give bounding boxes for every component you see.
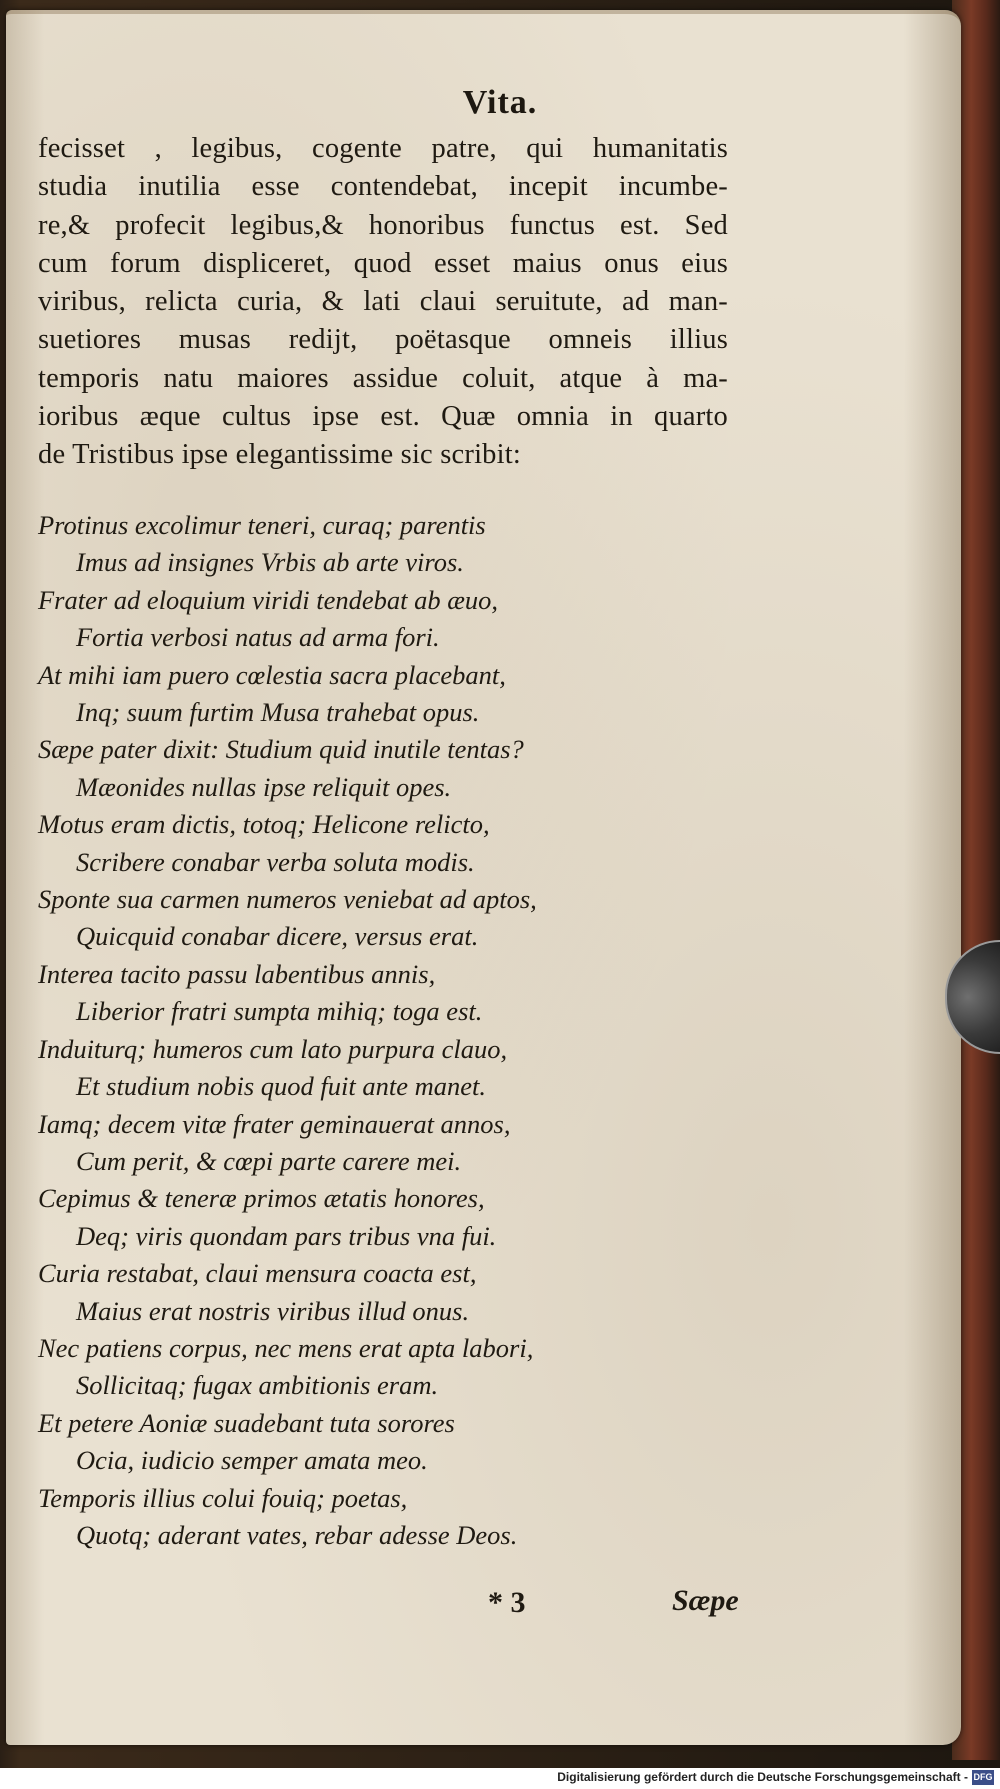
- poem-line: Scribere conabar verba soluta modis.: [76, 846, 475, 877]
- poem-line: Sponte sua carmen numeros veniebat ad aptos,: [38, 884, 537, 915]
- poem-line: Mæonides nullas ipse reliquit opes.: [76, 771, 452, 802]
- prose-line: cum forum displiceret, quod esset maius onus eius: [38, 247, 728, 279]
- dfg-logo: DFG: [972, 1770, 994, 1785]
- prose-line: suetiores musas redijt, poëtasque omneis illius: [38, 324, 728, 356]
- poem-line: Quotq; aderant vates, rebar adesse Deos.: [76, 1519, 518, 1550]
- catchword: Sæpe: [672, 1584, 739, 1617]
- prose-line: ioribus æque cultus ipse est. Quæ omnia in quarto: [38, 401, 728, 433]
- poem-line: Et studium nobis quod fuit ante manet.: [76, 1071, 486, 1102]
- poem-line: Maius erat nostris viribus illud onus.: [76, 1295, 470, 1326]
- poem-line: Frater ad eloquium viridi tendebat ab æuo,: [38, 584, 499, 615]
- prose-block: [38, 130, 728, 475]
- poem-line: Curia restabat, claui mensura coacta est,: [38, 1258, 477, 1289]
- poem-line: Quicquid conabar dicere, versus erat.: [76, 921, 479, 952]
- poem-line: Iamq; decem vitæ frater geminauerat annos,: [38, 1108, 511, 1139]
- poem-line: Sollicitaq; fugax ambitionis eram.: [76, 1370, 439, 1401]
- running-header: Vita.: [462, 84, 538, 121]
- poem-line: Ocia, iudicio semper amata meo.: [76, 1445, 428, 1476]
- poem-line: At mihi iam puero cœlestia sacra placebant,: [38, 659, 506, 690]
- poem-line: Fortia verbosi natus ad arma fori.: [76, 622, 440, 653]
- prose-line: de Tristibus ipse elegantissime sic scribit:: [38, 439, 521, 471]
- poem-line: Cepimus & teneræ primos ætatis honores,: [38, 1183, 485, 1214]
- prose-line: fecisset , legibus, cogente patre, qui humanitatis: [38, 133, 728, 164]
- prose-line: re,& profecit legibus,& honoribus functus est. Sed: [38, 209, 728, 241]
- poem-line: Imus ad insignes Vrbis ab arte viros.: [76, 547, 464, 578]
- poem-line: Sæpe pater dixit: Studium quid inutile tentas?: [38, 734, 524, 765]
- poem-line: Nec patiens corpus, nec mens erat apta labori,: [38, 1332, 534, 1363]
- poem-line: Cum perit, & cœpi parte carere mei.: [76, 1145, 462, 1176]
- poem-block: [38, 507, 738, 1554]
- poem-line: Et petere Aoniæ suadebant tuta sorores: [38, 1407, 455, 1438]
- poem-line: Liberior fratri sumpta mihiq; toga est.: [76, 996, 483, 1027]
- prose-line: viribus, relicta curia, & lati claui seruitute, ad man-: [38, 286, 728, 318]
- poem-line: Interea tacito passu labentibus annis,: [38, 958, 436, 989]
- poem-line: Motus eram dictis, totoq; Helicone relicto,: [38, 809, 490, 840]
- prose-line: temporis natu maiores assidue coluit, atque à ma-: [38, 362, 728, 394]
- poem-line: Protinus excolimur teneri, curaq; parentis: [38, 510, 486, 540]
- poem-line: Inq; suum furtim Musa trahebat opus.: [76, 697, 480, 728]
- signature-mark: * 3: [488, 1586, 526, 1619]
- poem-line: Temporis illius colui fouiq; poetas,: [38, 1482, 408, 1513]
- poem-line: Induiturq; humeros cum lato purpura clauo,: [38, 1033, 508, 1064]
- poem-line: Deq; viris quondam pars tribus vna fui.: [76, 1220, 497, 1251]
- prose-line: studia inutilia esse contendebat, incepit incumbe-: [38, 171, 728, 203]
- digitization-credit: Digitalisierung gefördert durch die Deutsche Forschungsgemeinschaft -: [557, 1770, 968, 1784]
